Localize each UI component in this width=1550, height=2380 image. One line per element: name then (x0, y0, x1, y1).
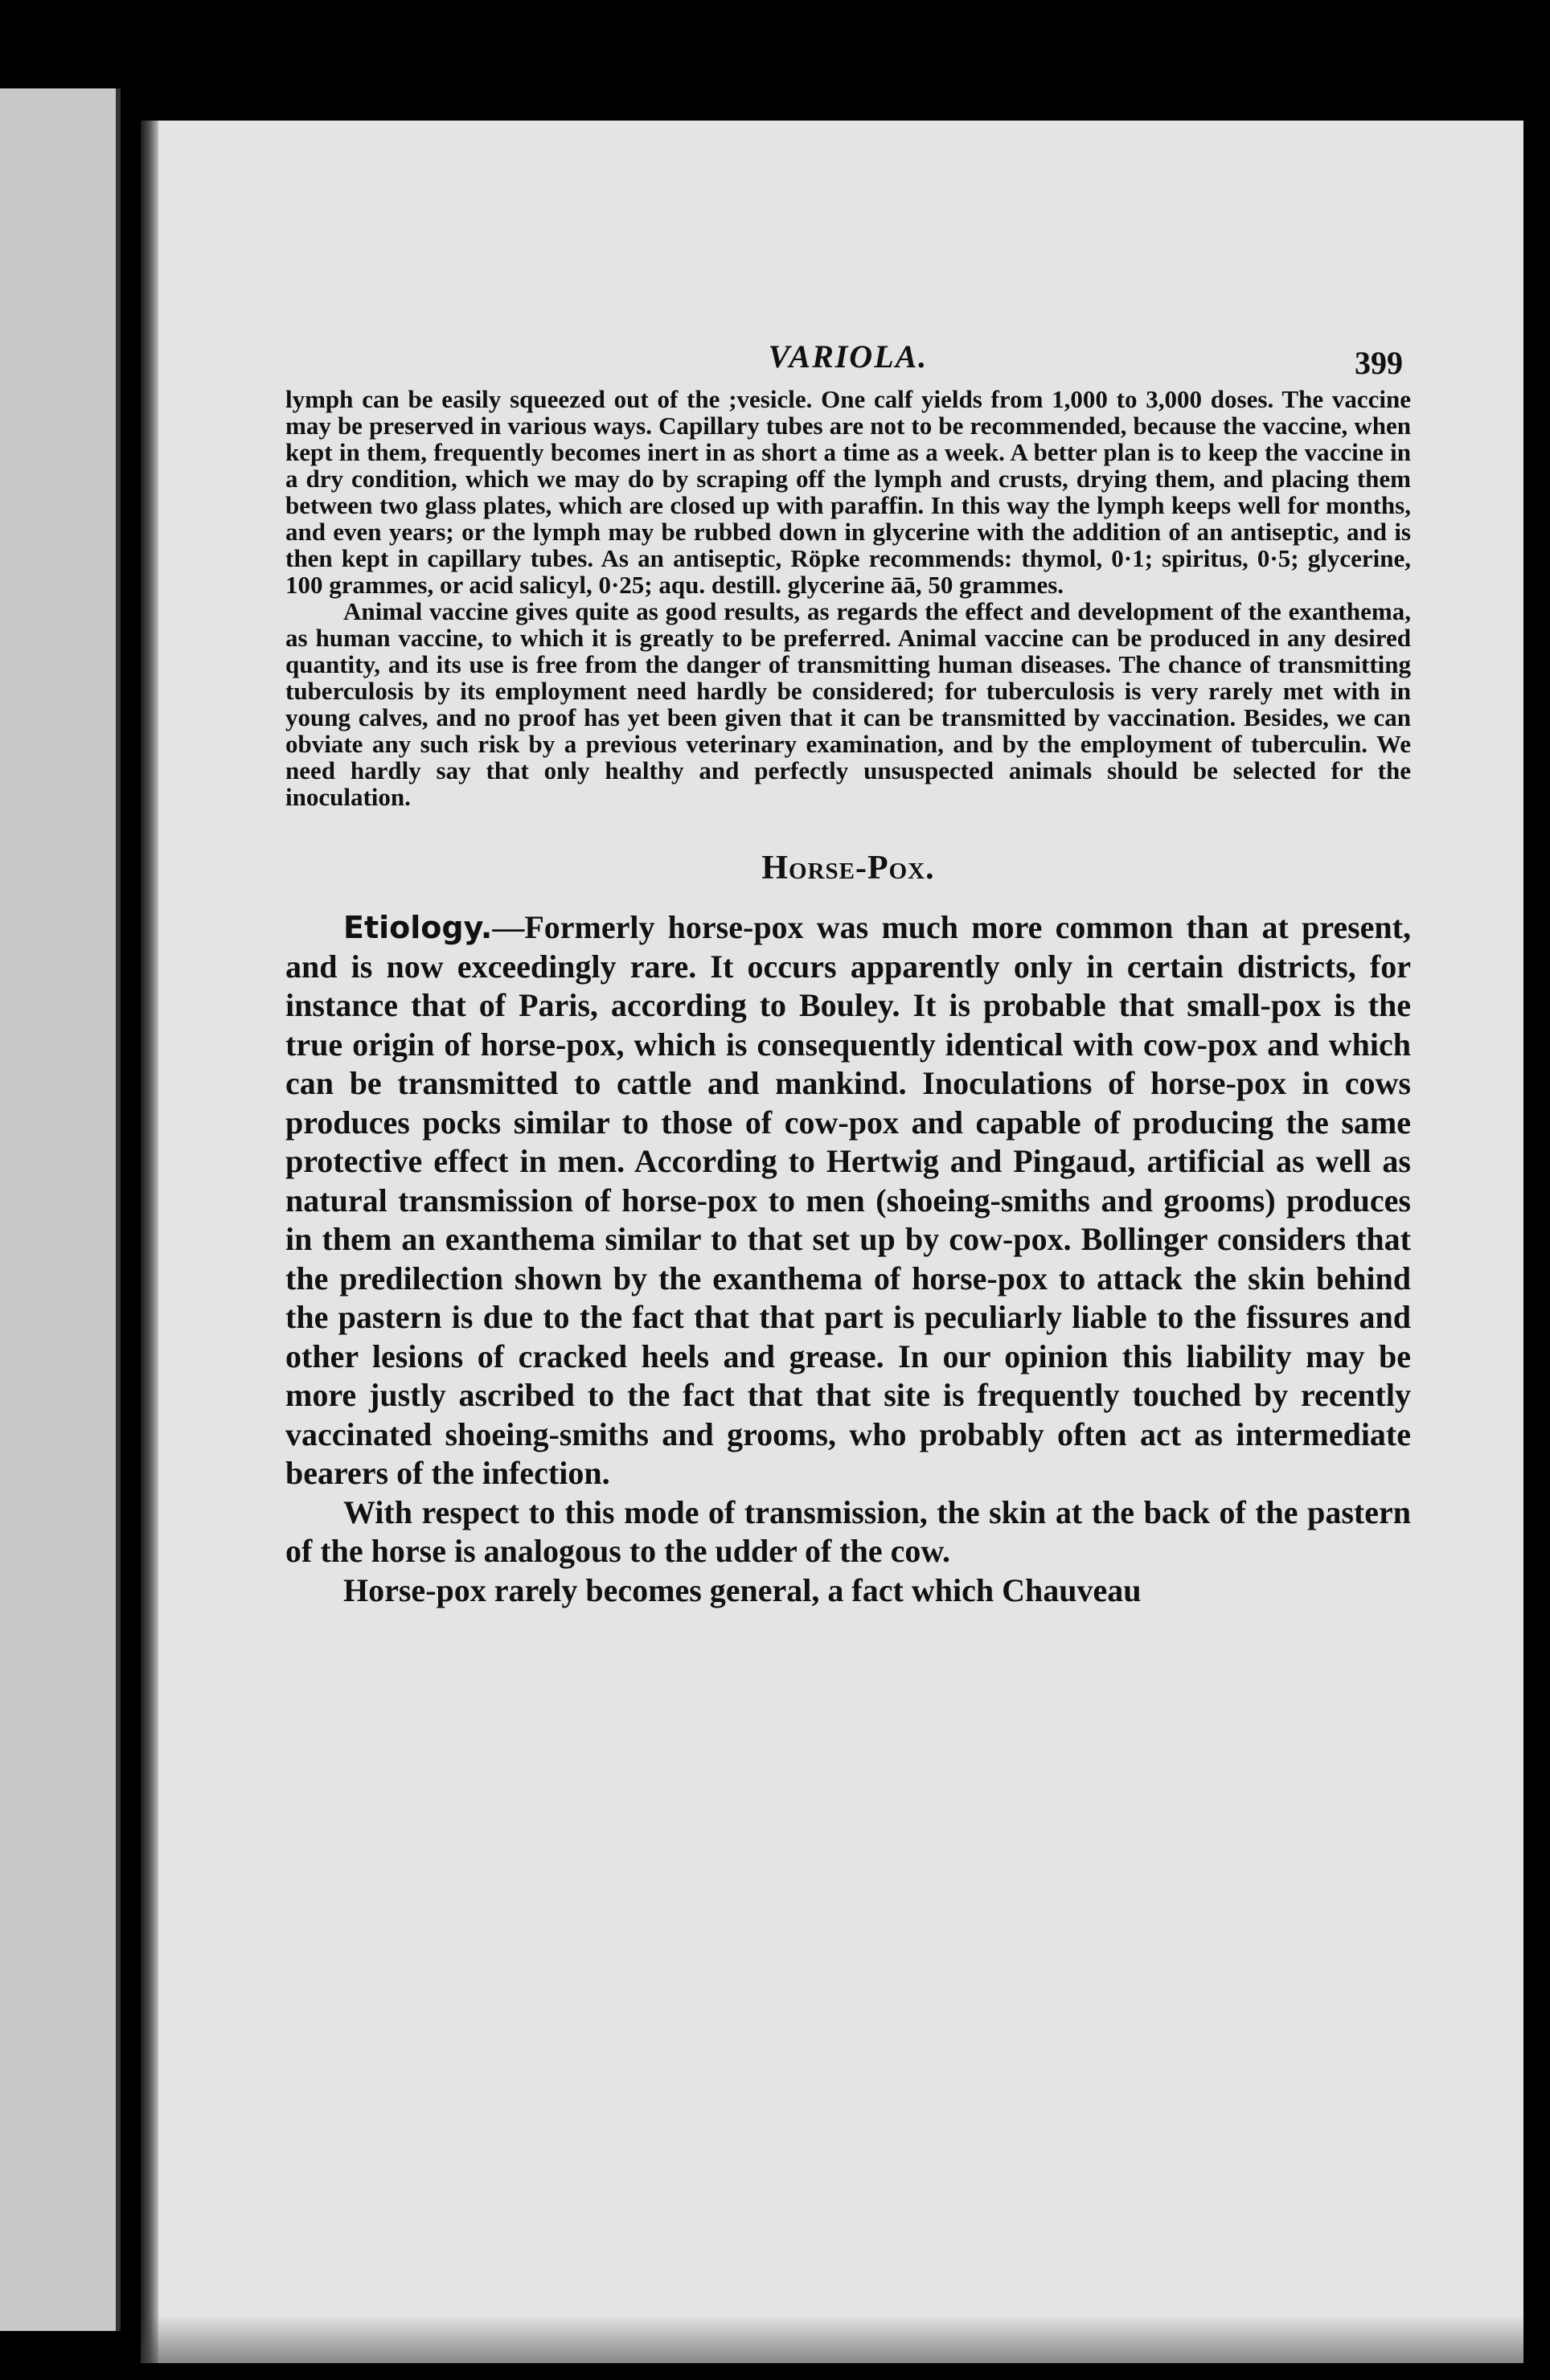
paragraph-generalization: Horse-pox rarely becomes general, a fact which Chauveau (343, 1571, 1142, 1608)
page-bottom-shadow (141, 2315, 1523, 2363)
paragraph-vaccine-preservation: lymph can be easily squeezed out of the ;vesicle. One calf yields from 1,000 to 3,000 doses. The vaccine may be preserved in various ways. Capillary tubes are not to be recommended, because the vaccine, when kept in them, frequently becomes inert in as short a time as a week. A better plan is to keep the vaccine in a dry condition, which we may do by scraping off the lymph and crusts, drying them, and placing them between two glass plates, which are closed up with paraffin. In this way the lymph keeps well for months, and even years; or the lymph may be rubbed down in glycerine with the addition of an antiseptic, and is then kept in capillary tubes. As an antiseptic, Röpke recommends: thymol, 0·1; spiritus, 0·5; glycerine, 100 grammes, or acid salicyl, 0·25; aqu. destill. glycerine āā, 50 grammes. (285, 385, 1411, 599)
book-page (141, 121, 1523, 2363)
etiology-text: —Formerly horse-pox was much more common than at present, and is now exceedingly rare. It occurs apparently only in certain districts, for instance that of Paris, according to Bouley. It is probable that small-pox is the true origin of horse-pox, which is consequently identical with cow-pox and which can be transmitted to cattle and mankind. Inoculations of horse-pox in cows produces pocks similar to those of cow-pox and capable of producing the same protective effect in men. According to Hertwig and Pingaud, artificial as well as natural transmission of horse-pox to men (shoeing-smiths and grooms) produces in them an exanthema similar to that set up by cow-pox. Bollinger considers that the predilection shown by the exanthema of horse-pox to attack the skin behind the pastern is due to the fact that that part is peculiarly liable to the fissures and other lesions of cracked heels and grease. In our opinion this liability may be more justly ascribed to the fact that that site is frequently touched by recently vaccinated shoeing-smiths and grooms, who probably often act as intermediate bearers of the infection. (285, 909, 1411, 1491)
section-title-horse-pox: Horse-Pox. (761, 850, 935, 887)
paragraph-etiology (285, 908, 1411, 1493)
page-number: 399 (1355, 345, 1403, 381)
page-gutter-shadow (141, 121, 158, 2363)
running-head (285, 322, 1411, 386)
etiology-heading: Etiology. (343, 910, 493, 945)
paragraph-animal-vaccine: Animal vaccine gives quite as good results, as regards the effect and development of the exanthema, as human vaccine, to which it is greatly to be preferred. Animal vaccine can be produced in any desired quantity, and its use is free from the danger of transmitting human diseases. The chance of transmitting tuberculosis by its employment need hardly be considered; for tuberculosis is very rarely met with in young calves, and no proof has yet been given that it can be transmitted by vaccination. Besides, we can obviate any such risk by a previous veterinary examination, and by the employment of tuberculin. We need hardly say that only healthy and perfectly unsuspected animals should be selected for the inoculation. (285, 597, 1411, 811)
running-title: VARIOLA. (768, 338, 929, 375)
page-content (285, 322, 1411, 1610)
facing-page-edge (0, 88, 121, 2331)
paragraph-transmission: With respect to this mode of transmission, the skin at the back of the pastern of the horse is analogous to the udder of the cow. (285, 1493, 1411, 1569)
